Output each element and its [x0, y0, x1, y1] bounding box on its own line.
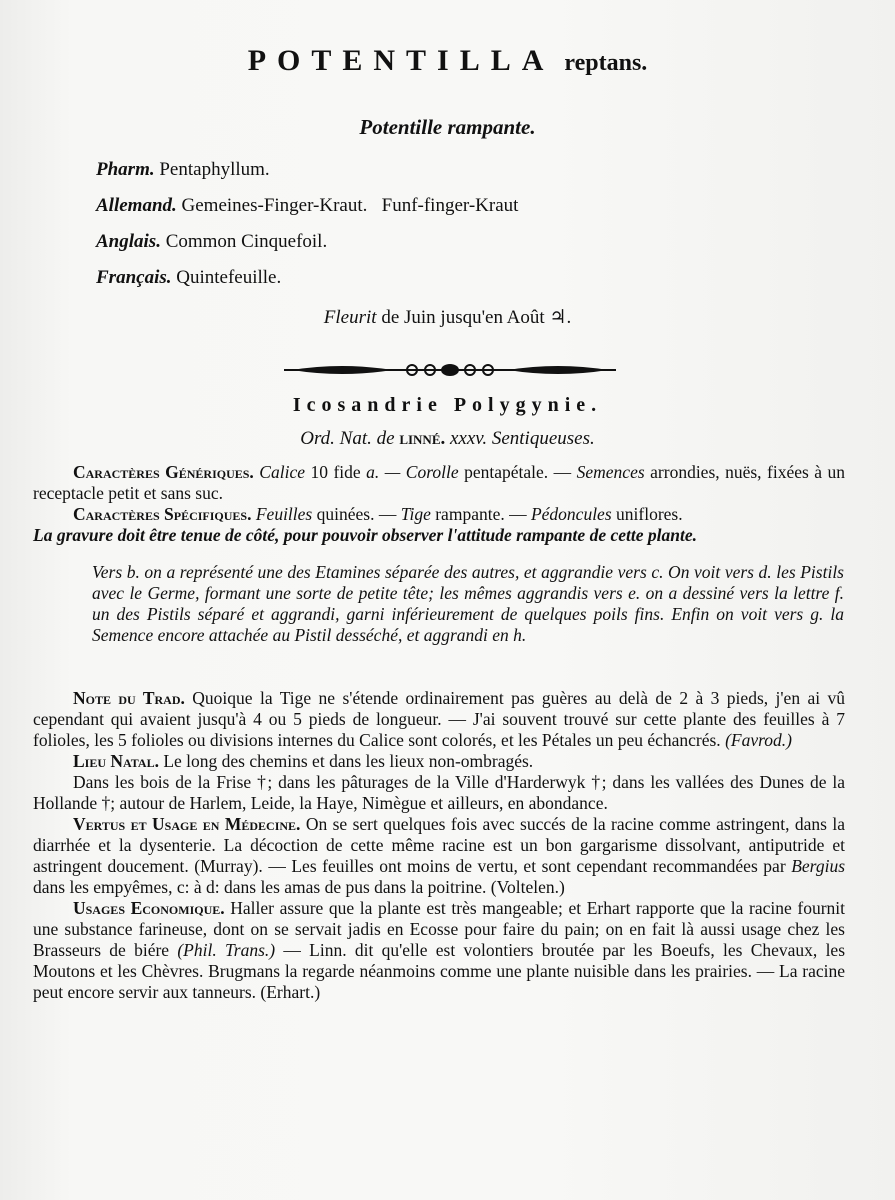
text-run: 10 fide: [310, 462, 361, 482]
natural-order: [0, 428, 895, 450]
text-run: — Linn. dit qu'elle est volontiers broutée par les Boeufs, les Chevaux, les Moutons et les Chèvres. Brugmans la regarde néanmoins comme une plante nuisible dans les prairies. — La racine peut encore servir aux tanneurs. (Erhart.): [33, 940, 846, 1002]
french-name-subtitle: Potentille rampante.: [359, 115, 536, 139]
text-run: arrondies, nuës, fixées à un receptacle petit et sans suc.: [33, 462, 846, 503]
name-row: [96, 260, 518, 296]
flowering-text: de Juin jusqu'en Août ♃.: [381, 307, 572, 328]
name-language: Allemand.: [96, 195, 177, 216]
name-row: [96, 188, 518, 224]
name-language: Pharm.: [96, 159, 155, 180]
generic-characters: [33, 462, 845, 504]
text-run: uniflores.: [616, 504, 683, 524]
economic-label: Usages Economique.: [73, 898, 225, 918]
text-run: Feuilles: [255, 504, 313, 524]
linnaean-class: Icosandrie Polygynie.: [292, 394, 603, 416]
text-run: rampante. —: [435, 504, 527, 524]
notes-section: [33, 688, 845, 1003]
text-run: Semences: [576, 462, 645, 482]
name-value: Pentaphyllum.: [159, 159, 270, 180]
order-linne: linné.: [399, 428, 446, 449]
figure-explanation: Vers b. on a représenté une des Etamines séparée des autres, et aggrandie vers c. On voit vers d. les Pistils avec le Germe, formant une sorte de petite tête; les mêmes aggrandis vers e. on a dessiné vers la lettre f. un des Pistils séparé et aggrandi, garni inférieurement de quelques poils fins. Enfin on voit vers g. la Semence encore attachée au Pistil desséché, et aggrandi en h.: [92, 562, 844, 645]
vernacular-names: [96, 152, 518, 296]
text-run: Bergius: [791, 856, 846, 876]
text-run: Corolle: [405, 462, 459, 482]
name-row: [96, 152, 518, 188]
order-prefix: Ord. Nat. de: [300, 428, 395, 449]
text-run: Calice: [259, 462, 305, 482]
specific-characters: [33, 504, 845, 525]
text-run: Haller assure que la plante est très mangeable; et Erhart rapporte que la racine fournit une substance farineuse, dont on se servait jadis en Ecosse pour faire du pain; on en fait là aussi usage chez les Brasseurs de biére: [33, 898, 846, 960]
text-run: (Phil. Trans.): [177, 940, 276, 960]
text-run: Le long des chemins et dans les lieux non-ombragés.: [163, 751, 534, 771]
habitat-localities: Dans les bois de la Frise †; dans les pâturages de la Ville d'Harderwyk †; dans les vallées des Dunes de la Hollande †; autour de Harlem, Leide, la Haye, Nimègue et ailleurs, en abondance.: [33, 772, 845, 813]
order-suffix: xxxv. Sentiqueuses.: [450, 428, 595, 449]
note-label: Note du Trad.: [73, 688, 185, 708]
name-row: [96, 224, 518, 260]
text-run: (Favrod.): [725, 730, 792, 750]
page-title: [0, 44, 895, 78]
characters-section: [33, 462, 845, 546]
name-value: Quintefeuille.: [176, 267, 282, 288]
flowering-label: Fleurit: [323, 307, 377, 328]
text-run: Pédoncules: [530, 504, 612, 524]
medicine-label: Vertus et Usage en Médecine.: [73, 814, 301, 834]
name-value: Common Cinquefoil.: [165, 231, 328, 252]
text-run: Tige: [400, 504, 431, 524]
genus-name: POTENTILLA: [247, 44, 555, 77]
text-run: On se sert quelques fois avec succés de la racine comme astringent, dans la diarrhée et la dysenterie. La décoction de cette même racine est un bon gargarisme dissolvant, antiputride et astringent doucement. (Murray). — Les feuilles ont moins de vertu, et sont cependant recommandées par: [33, 814, 846, 876]
name-language: Anglais.: [96, 231, 161, 252]
flowering-line: [0, 306, 895, 329]
habitat-paragraph: [33, 751, 845, 772]
species-name: reptans.: [564, 50, 648, 76]
translator-note: [33, 688, 845, 751]
economic-paragraph: [33, 898, 845, 1003]
text-run: quinées. —: [316, 504, 397, 524]
name-language: Français.: [96, 267, 172, 288]
medicine-paragraph: [33, 814, 845, 898]
engraving-note: La gravure doit être tenue de côté, pour pouvoir observer l'attitude rampante de cette plante.: [33, 525, 697, 545]
text-run: a. —: [366, 462, 401, 482]
habitat-label: Lieu Natal.: [73, 751, 159, 771]
text-run: Quoique la Tige ne s'étende ordinairement pas guères au delà de 2 à 3 pieds, j'en ai vû cependant qui avaient jusqu'à 4 ou 5 pieds de longueur. — J'ai souvent trouvé sur cette plante des feuilles à 7 folioles, les 5 folioles ou divisions internes du Calice sont colorés, et les Pétales un peu échancrés.: [33, 688, 846, 750]
text-run: pentapétale. —: [464, 462, 572, 482]
generic-label: Caractères Génériques.: [73, 462, 254, 482]
text-run: dans les empyêmes, c: à d: dans les amas de pus dans la poitrine. (Voltelen.): [33, 877, 565, 897]
name-value: Gemeines-Finger-Kraut. Funf-finger-Kraut: [181, 195, 519, 216]
specific-label: Caractères Spécifiques.: [73, 504, 252, 524]
ornament-divider: [282, 358, 618, 382]
